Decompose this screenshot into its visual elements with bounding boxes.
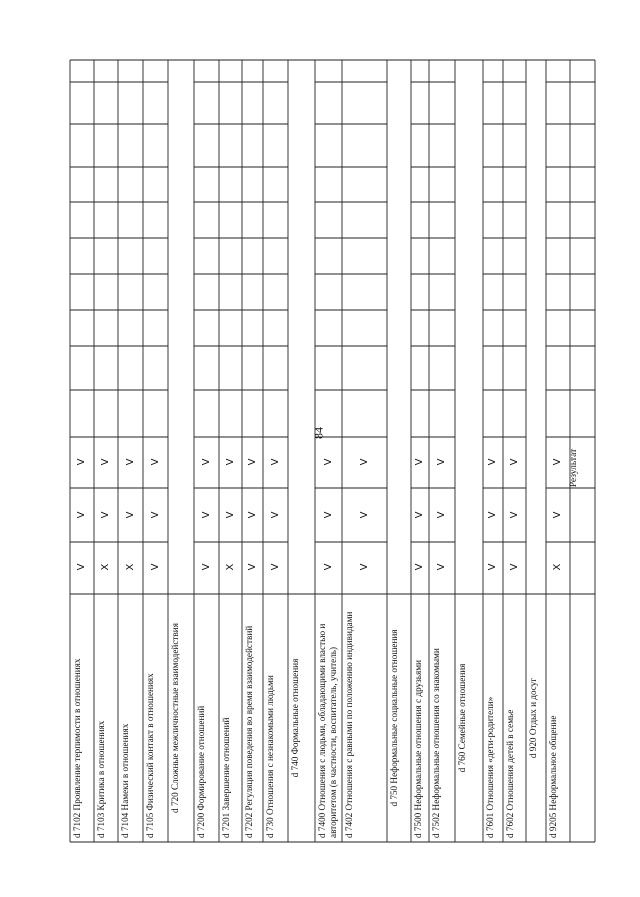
row-label: d 7500 Неформальные отношения с друзьями — [413, 660, 423, 838]
row-label — [570, 594, 595, 842]
row-label: d 7104 Намеки в отношениях — [120, 723, 130, 838]
check-mark: V — [124, 511, 136, 519]
check-mark: V — [149, 458, 161, 466]
section-heading: d 760 Семейные отношения — [457, 663, 467, 773]
row-label: d 7105 Физический контакт в отношениях — [145, 673, 155, 838]
check-mark: V — [246, 563, 258, 571]
check-mark: V — [414, 511, 425, 519]
row-label: d 7102 Проявление терпимости в отношениях — [72, 658, 82, 838]
cross-mark: X — [100, 563, 111, 571]
check-mark: V — [508, 458, 520, 466]
row-label: d 7502 Неформальные отношения со знакомыми — [431, 648, 441, 838]
check-mark: V — [436, 458, 447, 466]
check-mark: V — [200, 458, 212, 466]
check-mark: V — [76, 458, 87, 466]
check-mark: V — [100, 511, 111, 519]
section-heading: d 740 Формальные отношения — [290, 658, 300, 778]
cross-mark: X — [224, 563, 236, 571]
row-label: d 7200 Формирование отношений — [196, 705, 206, 838]
check-mark: V — [269, 511, 281, 519]
assessment-table — [70, 60, 595, 842]
check-mark: V — [487, 458, 498, 466]
check-mark: V — [414, 563, 425, 571]
section-heading: d 920 Отдых и досуг — [528, 677, 538, 759]
section-heading: d 720 Сложные межличностные взаимодействия — [170, 623, 180, 813]
row-label: d 7400 Отношения с людьми, обладающими властью и авторитетом (в частности, воспитатель, учитель) — [317, 623, 338, 838]
page-number: 84 — [311, 427, 326, 439]
check-mark: V — [322, 563, 334, 571]
check-mark: V — [322, 458, 334, 466]
check-mark: V — [322, 511, 334, 519]
check-mark: V — [149, 511, 161, 519]
row-label: d 7201 Завершение отношений — [221, 717, 231, 838]
cross-mark: X — [124, 563, 136, 571]
check-mark: V — [414, 458, 425, 466]
check-mark: V — [508, 511, 520, 519]
row-label: d 7402 Отношения с равными по положению индивидами — [344, 611, 354, 838]
check-mark: V — [100, 458, 111, 466]
section-heading: d 750 Неформальные социальные отношения — [389, 629, 399, 807]
check-mark: V — [246, 511, 258, 519]
result-label: Результат — [569, 448, 579, 488]
row-label: d 7202 Регуляция поведения во время взаимодействий — [244, 625, 254, 838]
check-mark: V — [358, 563, 370, 571]
check-mark: V — [200, 563, 212, 571]
check-mark: V — [436, 563, 447, 571]
check-mark: V — [200, 511, 212, 519]
row-label: d 730 Отношения с незнакомыми людьми — [265, 675, 275, 838]
row-label: d 7602 Отношения детей в семье — [505, 709, 515, 838]
check-mark: V — [149, 563, 161, 571]
check-mark: V — [76, 511, 87, 519]
check-mark: V — [552, 458, 563, 466]
check-mark: V — [358, 511, 370, 519]
row-label: d 9205 Неформальное общение — [548, 715, 558, 838]
check-mark: V — [224, 511, 236, 519]
check-mark: V — [124, 458, 136, 466]
cross-mark: X — [552, 563, 563, 571]
check-mark: V — [552, 511, 563, 519]
check-mark: V — [508, 563, 520, 571]
check-mark: V — [269, 458, 281, 466]
row-label: d 7601 Отношения «дети-родители» — [485, 696, 495, 838]
check-mark: V — [269, 563, 281, 571]
check-mark: V — [76, 563, 87, 571]
check-mark: V — [246, 458, 258, 466]
check-mark: V — [358, 458, 370, 466]
check-mark: V — [487, 511, 498, 519]
row-label: d 7103 Критика в отношениях — [96, 720, 106, 838]
check-mark: V — [487, 563, 498, 571]
check-mark: V — [436, 511, 447, 519]
check-mark: V — [224, 458, 236, 466]
